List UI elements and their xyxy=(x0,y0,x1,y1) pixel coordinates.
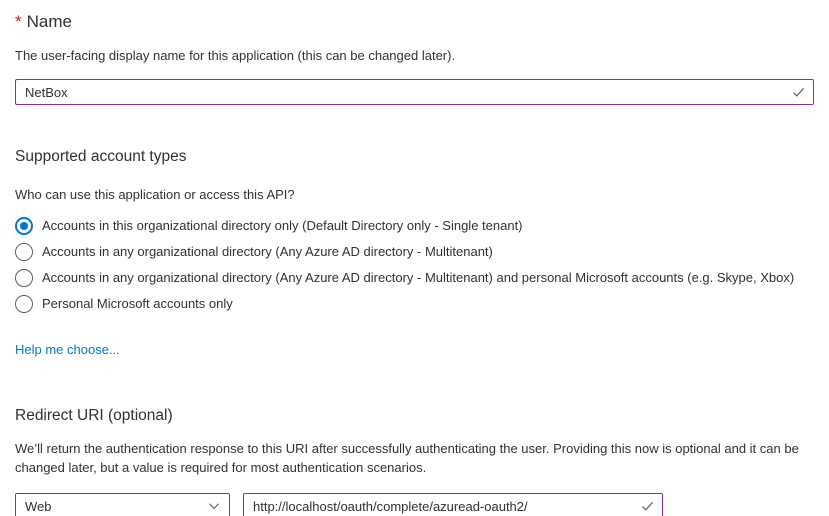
platform-select-value: Web xyxy=(25,498,52,514)
radio-button[interactable] xyxy=(15,269,33,287)
radio-button[interactable] xyxy=(15,243,33,261)
account-type-radio-group xyxy=(15,213,814,317)
chevron-down-icon xyxy=(207,499,221,513)
name-input-container xyxy=(15,79,814,105)
redirect-uri-input-container xyxy=(243,493,663,516)
redirect-uri-input[interactable] xyxy=(243,493,663,516)
radio-label: Personal Microsoft accounts only xyxy=(42,296,233,311)
redirect-uri-description: We’ll return the authentication response to this URI after successfully authenticating the user. Providing this now is optional and it can be changed later, but a value is required for most authentication scenarios. xyxy=(15,441,799,475)
account-type-option-multitenant[interactable] xyxy=(15,239,814,265)
name-section-heading xyxy=(15,11,814,33)
required-marker: * xyxy=(15,12,22,31)
name-label: Name xyxy=(26,12,72,31)
account-type-option-multitenant-personal[interactable] xyxy=(15,265,814,291)
redirect-uri-heading: Redirect URI (optional) xyxy=(15,407,173,424)
account-types-question: Who can use this application or access this API? xyxy=(15,187,295,202)
account-type-option-personal-only[interactable] xyxy=(15,291,814,317)
radio-button[interactable] xyxy=(15,295,33,313)
radio-label: Accounts in this organizational directory only (Default Directory only - Single tenant) xyxy=(42,218,523,233)
name-description: The user-facing display name for this application (this can be changed later). xyxy=(15,48,456,63)
name-input[interactable] xyxy=(15,79,814,105)
redirect-uri-row xyxy=(15,493,814,516)
account-type-option-single-tenant[interactable] xyxy=(15,213,814,239)
platform-select[interactable] xyxy=(15,493,230,516)
help-me-choose-link[interactable]: Help me choose... xyxy=(15,342,120,357)
radio-label: Accounts in any organizational directory (Any Azure AD directory - Multitenant) xyxy=(42,244,493,259)
radio-button[interactable] xyxy=(15,217,33,235)
radio-label: Accounts in any organizational directory (Any Azure AD directory - Multitenant) and personal Microsoft accounts (e.g. Skype, Xbox) xyxy=(42,270,795,285)
account-types-heading: Supported account types xyxy=(15,148,187,165)
